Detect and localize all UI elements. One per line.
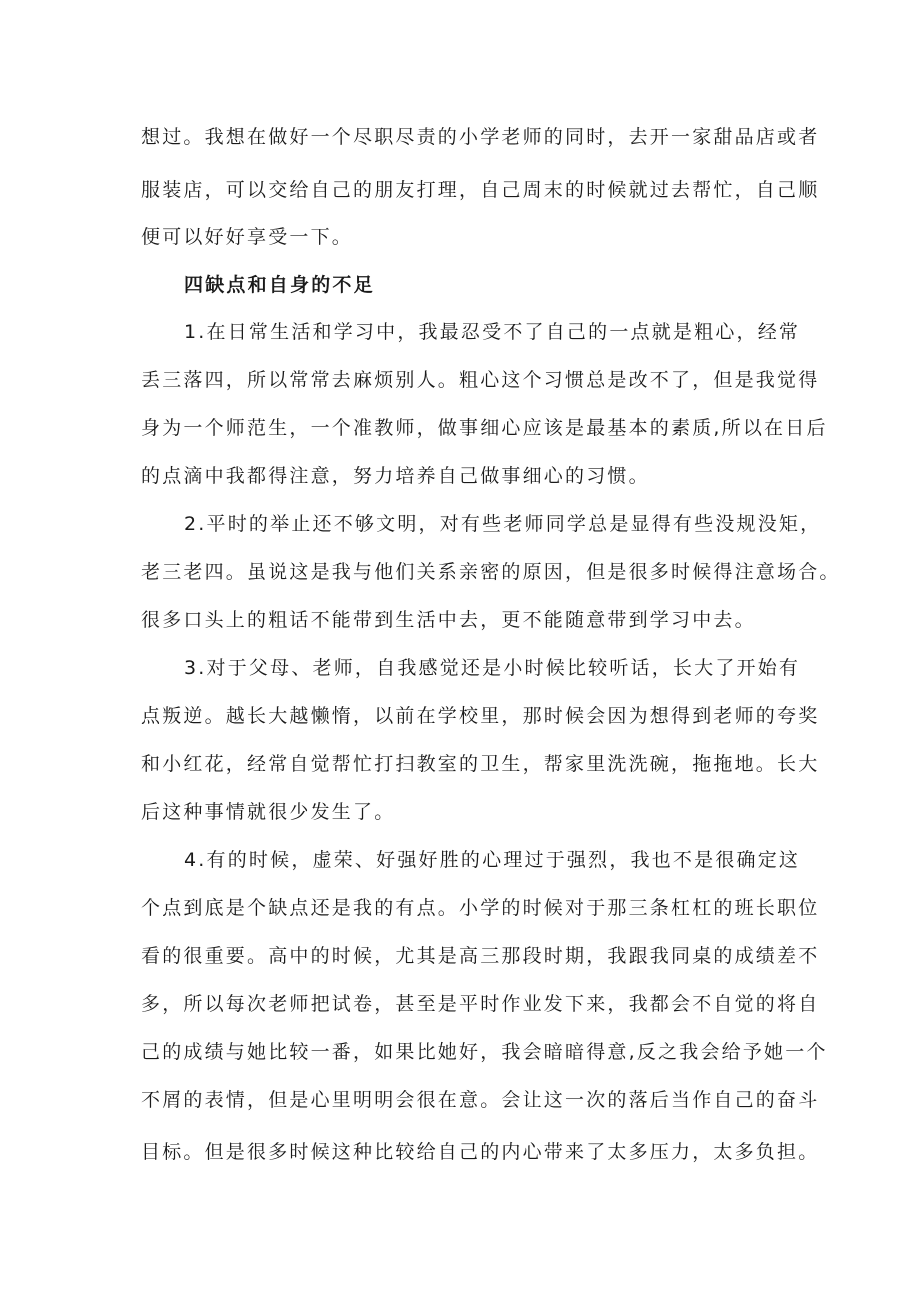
paragraph-line: 己的成绩与她比较一番，如果比她好，我会暗暗得意,反之我会给予她一个 — [141, 1041, 828, 1063]
paragraph-line: 4.有的时候，虚荣、好强好胜的心理过于强烈，我也不是很确定这 — [184, 849, 801, 871]
paragraph-line: 服装店，可以交给自己的朋友打理，自己周末的时候就过去帮忙，自己顺 — [141, 179, 820, 201]
paragraph-line: 的点滴中我都得注意，努力培养自己做事细心的习惯。 — [141, 465, 650, 487]
paragraph-line: 和小红花，经常自觉帮忙打扫教室的卫生，帮家里洗洗碗，拖拖地。长大 — [141, 753, 820, 775]
section-heading: 四缺点和自身的不足 — [184, 274, 375, 296]
paragraph-line: 不屑的表情，但是心里明明会很在意。会让这一次的落后当作自己的奋斗 — [141, 1089, 820, 1111]
paragraph-line: 后这种事情就很少发生了。 — [141, 801, 396, 823]
paragraph-line: 丢三落四，所以常常去麻烦别人。粗心这个习惯总是改不了，但是我觉得 — [141, 369, 820, 391]
paragraph-line: 很多口头上的粗话不能带到生活中去，更不能随意带到学习中去。 — [141, 609, 756, 631]
paragraph-line: 多，所以每次老师把试卷，甚至是平时作业发下来，我都会不自觉的将自 — [141, 993, 820, 1015]
paragraph-line: 点叛逆。越长大越懒惰，以前在学校里，那时候会因为想得到老师的夸奖 — [141, 705, 820, 727]
paragraph-line: 3.对于父母、老师，自我感觉还是小时候比较听话，长大了开始有 — [184, 657, 801, 679]
paragraph-line: 身为一个师范生，一个准教师，做事细心应该是最基本的素质,所以在日后 — [141, 417, 828, 439]
paragraph-line: 2.平时的举止还不够文明，对有些老师同学总是显得有些没规没矩， — [184, 513, 822, 535]
paragraph-line: 便可以好好享受一下。 — [141, 226, 354, 248]
paragraph-line: 看的很重要。高中的时候，尤其是高三那段时期，我跟我同桌的成绩差不 — [141, 945, 820, 967]
paragraph-line: 目标。但是很多时候这种比较给自己的内心带来了太多压力，太多负担。 — [141, 1141, 820, 1163]
paragraph-line: 想过。我想在做好一个尽职尽责的小学老师的同时，去开一家甜品店或者 — [141, 126, 820, 148]
paragraph-line: 老三老四。虽说这是我与他们关系亲密的原因，但是很多时候得注意场合。 — [141, 561, 841, 583]
paragraph-line: 个点到底是个缺点还是我的有点。小学的时候对于那三条杠杠的班长职位 — [141, 897, 820, 919]
paragraph-line: 1.在日常生活和学习中，我最忍受不了自己的一点就是粗心，经常 — [184, 321, 801, 343]
